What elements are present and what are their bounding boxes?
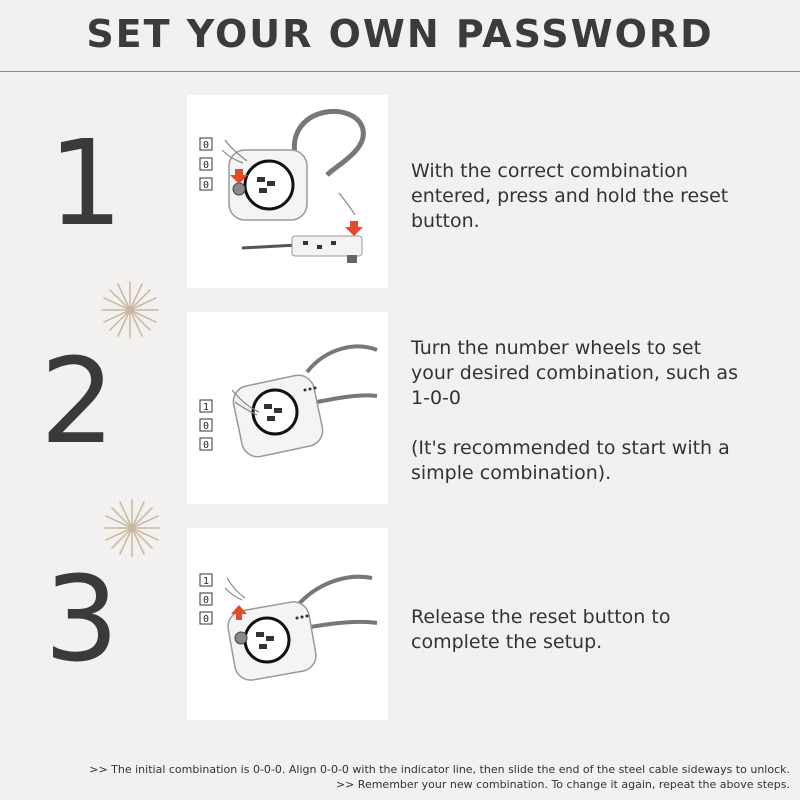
step-3-number: 3 bbox=[44, 550, 120, 688]
sparkle-icon bbox=[102, 498, 162, 558]
step-1-text: With the correct combination entered, press and hold the reset button. bbox=[411, 160, 729, 232]
step-1-number: 1 bbox=[48, 114, 124, 252]
cable-icon bbox=[307, 346, 377, 372]
press-arrow-side-icon bbox=[345, 221, 363, 236]
step-2-digit-3: 0 bbox=[202, 440, 210, 451]
step-2-illustration bbox=[187, 312, 388, 504]
step-2-digit-boxes bbox=[200, 400, 212, 451]
footer-note-1: >> The initial combination is 0-0-0. Align 0-0-0 with the indicator line, then slide the end of the steel cable sideways to unlock. bbox=[89, 763, 790, 776]
step-3-digit-2: 0 bbox=[202, 595, 210, 606]
step-1-illustration bbox=[187, 95, 388, 288]
step-1-digit-boxes bbox=[200, 138, 212, 191]
title-divider bbox=[0, 71, 800, 72]
step-1-digit-2: 0 bbox=[202, 160, 210, 171]
step-3-illustration bbox=[187, 528, 388, 720]
step-2-number: 2 bbox=[40, 332, 116, 470]
page-title: SET YOUR OWN PASSWORD bbox=[86, 12, 714, 56]
step-3-digit-boxes bbox=[200, 574, 212, 625]
step-3-text: Release the reset button to complete the setup. bbox=[411, 606, 671, 653]
step-3-digit-3: 0 bbox=[202, 614, 210, 625]
step-1-digit-3: 0 bbox=[202, 180, 210, 191]
step-3-digit-1: 1 bbox=[202, 576, 210, 587]
cable-side-icon bbox=[242, 245, 297, 248]
sparkle-icon bbox=[100, 280, 160, 340]
footer-note-2: >> Remember your new combination. To change it again, repeat the above steps. bbox=[335, 778, 790, 791]
finger-icon bbox=[227, 578, 245, 598]
step-2-text: Turn the number wheels to set your desired combination, such as 1-0-0 (It's recommended to start with a simple combination). bbox=[411, 337, 738, 484]
step-1-digit-1: 0 bbox=[202, 140, 210, 151]
step-2-digit-1: 1 bbox=[202, 402, 210, 413]
cable-icon bbox=[297, 577, 372, 606]
step-2-digit-2: 0 bbox=[202, 421, 210, 432]
